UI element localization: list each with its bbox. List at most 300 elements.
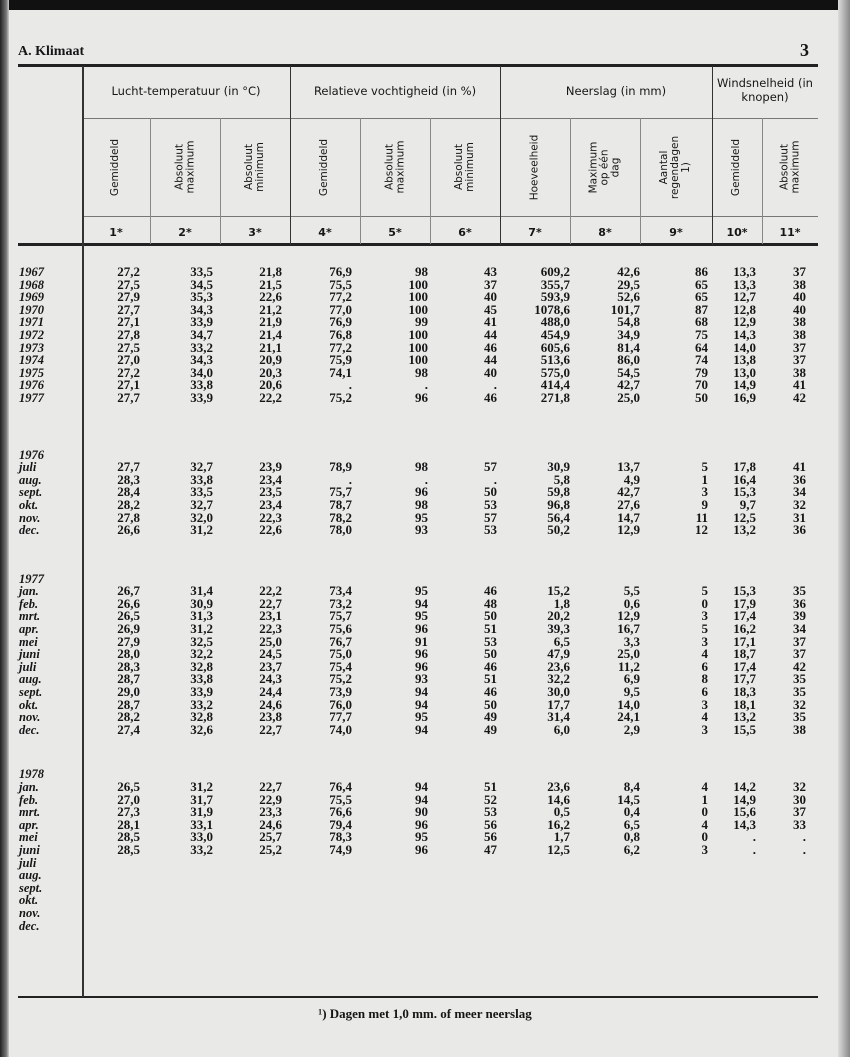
table-cell: 74,9 (329, 841, 352, 857)
table-cell: 50 (484, 646, 497, 662)
table-cell: 75,4 (329, 658, 352, 674)
table-cell: 75,2 (329, 671, 352, 687)
table-cell: 95 (415, 829, 428, 845)
table-cell: 50 (695, 389, 708, 405)
row-label: sept. (19, 485, 43, 500)
table-cell: 75,5 (329, 276, 352, 292)
table-cell: 96 (415, 389, 428, 405)
row-label: okt. (19, 497, 39, 512)
table-cell: 4 (701, 816, 708, 832)
table-cell: 77,2 (329, 289, 352, 305)
table-cell: 45 (484, 301, 497, 317)
table-cell: 15,2 (547, 583, 570, 599)
table-cell: 0 (701, 829, 708, 845)
table-cell: . (802, 841, 806, 857)
table-cell: 76,4 (329, 779, 352, 794)
table-cell: 99 (415, 314, 428, 330)
table-cell: 6,5 (553, 633, 570, 649)
group-title-humidity: Relatieve vochtigheid (in %) (313, 84, 477, 98)
table-cell: 79 (695, 364, 708, 380)
table-cell: 35 (793, 709, 806, 725)
table-cell: . (802, 829, 806, 845)
table-cell: . (348, 377, 352, 393)
table-cell: 5 (701, 583, 708, 599)
table-cell: 24,4 (259, 684, 282, 700)
table-cell: 13,2 (733, 522, 756, 538)
table-cell: 12,9 (617, 522, 640, 538)
table-cell: 47 (484, 841, 497, 857)
row-label: aug. (19, 868, 42, 883)
table-cell: 35 (793, 671, 806, 687)
table-cell: 95 (415, 608, 428, 624)
table-cell: 4,9 (623, 471, 640, 487)
table-cell: 35 (793, 684, 806, 700)
table-cell: 34,3 (190, 352, 213, 368)
table-cell: 16,7 (617, 621, 640, 637)
table-cell: 3 (701, 608, 708, 624)
table-cell: 73,4 (329, 583, 352, 599)
table-cell: 56,4 (547, 509, 570, 525)
row-label: 1967 (19, 265, 44, 279)
table-cell: 93 (415, 522, 428, 538)
row-group-title: 1978 (19, 767, 44, 782)
column-number: 2* (178, 226, 192, 239)
table-cell: 29,0 (117, 684, 140, 700)
table-cell: 30,0 (547, 684, 570, 700)
table-cell: 23,1 (259, 608, 282, 624)
table-cell: 33,9 (190, 314, 213, 330)
table-cell: 75,7 (329, 484, 352, 500)
table-cell: 76,6 (329, 804, 352, 820)
table-cell: 18,3 (733, 684, 756, 700)
table-cell: 513,6 (540, 352, 570, 368)
column-number: 6* (458, 226, 472, 239)
table-cell: 22,2 (259, 389, 282, 405)
table-cell: 38 (793, 326, 806, 342)
table-cell: 1078,6 (534, 301, 570, 317)
table-cell: 100 (408, 326, 428, 342)
table-cell: 13,2 (733, 709, 756, 725)
table-cell: 29,5 (617, 276, 640, 292)
table-cell: 35 (793, 583, 806, 599)
table-cell: 51 (484, 779, 497, 794)
table-cell: 36 (793, 595, 806, 611)
table-cell: 37 (793, 339, 806, 355)
table-cell: 14,9 (733, 377, 756, 393)
table-cell: 49 (484, 709, 497, 725)
table-cell: 27,0 (117, 791, 140, 807)
table-cell: 86,0 (617, 352, 640, 368)
table-cell: 33,2 (190, 696, 213, 712)
table-cell: 27,6 (617, 496, 640, 512)
table-cell: 28,1 (117, 816, 140, 832)
table-cell: 1 (701, 791, 708, 807)
table-cell: 36 (793, 522, 806, 538)
table-cell: 3,3 (623, 633, 640, 649)
table-cell: 27,1 (117, 377, 140, 393)
table-cell: 42,7 (617, 377, 640, 393)
table-cell: 27,1 (117, 314, 140, 330)
column-header (235, 118, 275, 216)
table-cell: 33,5 (190, 484, 213, 500)
table-cell: 30,9 (190, 595, 213, 611)
table-cell: 9 (701, 496, 708, 512)
table-cell: 28,7 (117, 671, 140, 687)
table-cell: 31,4 (547, 709, 570, 725)
table-cell: 78,7 (329, 496, 352, 512)
table-cell: 16,2 (733, 621, 756, 637)
table-cell: 46 (484, 658, 497, 674)
table-cell: 54,8 (617, 314, 640, 330)
table-cell: 93 (415, 671, 428, 687)
column-header (770, 118, 810, 216)
table-cell: 23,9 (259, 459, 282, 475)
table-cell: 454,9 (540, 326, 570, 342)
table-cell: 33,0 (190, 829, 213, 845)
column-divider (500, 66, 501, 245)
table-cell: 9,7 (739, 496, 756, 512)
table-cell: 27,2 (117, 264, 140, 279)
data-table (0, 266, 850, 932)
table-cell: 64 (695, 339, 708, 355)
table-cell: 27,9 (117, 633, 140, 649)
table-cell: 355,7 (540, 276, 570, 292)
row-label: 1972 (19, 327, 44, 342)
table-cell: 23,4 (259, 496, 282, 512)
table-cell: 76,9 (329, 314, 352, 330)
table-cell: 12,9 (617, 608, 640, 624)
column-header (585, 118, 625, 216)
table-cell: 8 (701, 671, 708, 687)
table-cell: 65 (695, 276, 708, 292)
table-cell: 90 (415, 804, 428, 820)
table-cell: 22,6 (259, 289, 282, 305)
table-cell: 28,2 (117, 496, 140, 512)
table-cell: 15,3 (733, 583, 756, 599)
table-cell: 52,6 (617, 289, 640, 305)
table-cell: 87 (695, 301, 708, 317)
table-cell: 4 (701, 646, 708, 662)
table-cell: 575,0 (540, 364, 570, 380)
table-cell: 38 (793, 364, 806, 380)
table-cell: 24,6 (259, 696, 282, 712)
table-cell: 33,8 (190, 377, 213, 393)
table-cell: 57 (484, 509, 497, 525)
table-cell: 33,2 (190, 339, 213, 355)
table-cell: 16,4 (733, 471, 756, 487)
table-cell: 22,7 (259, 721, 282, 737)
table-cell: 37 (793, 264, 806, 279)
table-cell: 5 (701, 621, 708, 637)
group-title-precipitation: Neerslag (in mm) (565, 84, 667, 98)
table-cell: 13,8 (733, 352, 756, 368)
table-cell: 76,9 (329, 264, 352, 279)
table-cell: 0 (701, 595, 708, 611)
table-cell: 15,6 (733, 804, 756, 820)
table-row (0, 389, 850, 405)
table-cell: 23,5 (259, 484, 282, 500)
table-cell: 593,9 (540, 289, 570, 305)
table-cell: 1,7 (553, 829, 570, 845)
table-cell: 81,4 (617, 339, 640, 355)
table-cell: 12,5 (547, 841, 570, 857)
table-cell: 37 (793, 804, 806, 820)
table-cell: 34 (793, 621, 806, 637)
row-label: 1970 (19, 302, 44, 317)
table-cell: 100 (408, 352, 428, 368)
table-cell: 6,5 (623, 816, 640, 832)
group-title-wind: Windsnelheid (in knopen) (717, 76, 813, 104)
table-cell: 94 (415, 721, 428, 737)
column-number: 9* (669, 226, 683, 239)
table-cell: 39 (793, 608, 806, 624)
table-row (0, 894, 850, 907)
table-cell: 22,6 (259, 522, 282, 538)
row-label: nov. (19, 710, 41, 725)
column-divider (430, 118, 431, 244)
row-label: dec. (19, 722, 40, 737)
table-cell: 77,0 (329, 301, 352, 317)
table-cell: 79,4 (329, 816, 352, 832)
table-cell: 34,3 (190, 301, 213, 317)
table-cell: 4 (701, 709, 708, 725)
table-cell: 21,5 (259, 276, 282, 292)
row-label: feb. (19, 596, 39, 611)
table-cell: 30,9 (547, 459, 570, 475)
table-row (0, 841, 850, 857)
row-label: 1969 (19, 290, 44, 305)
row-label: feb. (19, 792, 39, 807)
table-cell: 32,8 (190, 658, 213, 674)
row-label: mei (19, 634, 38, 649)
table-cell: 5 (701, 459, 708, 475)
table-cell: . (348, 471, 352, 487)
table-cell: 4 (701, 779, 708, 794)
table-cell: 12,7 (733, 289, 756, 305)
column-number: 5* (388, 226, 402, 239)
table-cell: 75,2 (329, 389, 352, 405)
table-cell: 21,1 (259, 339, 282, 355)
column-header-label: Gemiddeld (109, 138, 122, 196)
table-cell: 31,2 (190, 522, 213, 538)
column-header (717, 118, 757, 216)
table-cell: 16,2 (547, 816, 570, 832)
table-cell: 17,4 (733, 608, 756, 624)
table-cell: 26,6 (117, 522, 140, 538)
table-cell: 33,8 (190, 671, 213, 687)
table-cell: 27,5 (117, 339, 140, 355)
row-label: juli (19, 659, 37, 674)
table-cell: 98 (415, 496, 428, 512)
table-cell: 27,3 (117, 804, 140, 820)
table-cell: 28,3 (117, 658, 140, 674)
group-title-temperature: Lucht-temperatuur (in °C) (111, 84, 261, 98)
row-group (0, 768, 850, 932)
table-cell: 37 (484, 276, 497, 292)
table-cell: 34,9 (617, 326, 640, 342)
table-cell: 28,5 (117, 841, 140, 857)
table-cell: 13,7 (617, 459, 640, 475)
table-cell: 23,3 (259, 804, 282, 820)
table-cell: 34 (793, 484, 806, 500)
table-cell: 12 (695, 522, 708, 538)
table-cell: 50 (484, 484, 497, 500)
table-cell: 42,7 (617, 484, 640, 500)
table-cell: 96 (415, 484, 428, 500)
table-cell: 3 (701, 696, 708, 712)
footnote: ¹) Dagen met 1,0 mm. of meer neerslag (318, 1006, 532, 1021)
table-cell: 28,4 (117, 484, 140, 500)
row-group-title: 1976 (19, 447, 44, 462)
table-cell: 27,7 (117, 301, 140, 317)
column-number: 8* (598, 226, 612, 239)
table-cell: 50 (484, 608, 497, 624)
table-cell: 33,5 (190, 264, 213, 279)
table-cell: 31,9 (190, 804, 213, 820)
table-cell: 5,5 (623, 583, 640, 599)
table-cell: 605,6 (540, 339, 570, 355)
table-cell: 42 (793, 658, 806, 674)
table-cell: 75,0 (329, 646, 352, 662)
table-cell: 26,9 (117, 621, 140, 637)
column-number: 3* (248, 226, 262, 239)
column-header (305, 118, 345, 216)
column-header-label: Aantal regendagen 1) (658, 135, 693, 199)
table-cell: . (752, 841, 756, 857)
table-cell: 22,7 (259, 779, 282, 794)
table-cell: 25,0 (617, 646, 640, 662)
table-cell: 31 (793, 509, 806, 525)
table-cell: 26,7 (117, 583, 140, 599)
table-cell: 50 (484, 696, 497, 712)
table-cell: 100 (408, 301, 428, 317)
table-cell: 23,4 (259, 471, 282, 487)
table-cell: 20,6 (259, 377, 282, 393)
row-label: aug. (19, 672, 42, 687)
column-header-label: Absoluut maximum (778, 140, 801, 194)
table-cell: 31,2 (190, 779, 213, 794)
table-cell: 32 (793, 496, 806, 512)
table-cell: 30 (793, 791, 806, 807)
table-cell: 76,8 (329, 326, 352, 342)
table-cell: 68 (695, 314, 708, 330)
row-group (0, 449, 850, 537)
row-label: okt. (19, 697, 39, 712)
table-cell: 78,0 (329, 522, 352, 538)
row-label: 1973 (19, 340, 44, 355)
table-cell: 22,9 (259, 791, 282, 807)
table-cell: 37 (793, 646, 806, 662)
column-divider (360, 118, 361, 244)
table-cell: 17,7 (733, 671, 756, 687)
table-cell: 18,7 (733, 646, 756, 662)
table-cell: 3 (701, 633, 708, 649)
table-cell: 91 (415, 633, 428, 649)
table-cell: 25,0 (259, 633, 282, 649)
table-cell: . (424, 377, 428, 393)
table-row (0, 869, 850, 882)
table-cell: 6,0 (553, 721, 570, 737)
table-cell: 96 (415, 841, 428, 857)
column-divider (150, 118, 151, 244)
table-cell: 40 (793, 289, 806, 305)
table-row (0, 524, 850, 537)
row-label: dec. (19, 523, 40, 538)
table-cell: 51 (484, 671, 497, 687)
table-cell: 3 (701, 484, 708, 500)
table-cell: 46 (484, 339, 497, 355)
row-label: 1977 (19, 390, 44, 405)
table-cell: 77,7 (329, 709, 352, 725)
table-cell: 31,2 (190, 621, 213, 637)
section-title: A. Klimaat (18, 44, 85, 59)
table-cell: 20,3 (259, 364, 282, 380)
table-cell: 14,6 (547, 791, 570, 807)
table-cell: 32,7 (190, 496, 213, 512)
table-cell: 32,2 (547, 671, 570, 687)
column-number: 7* (528, 226, 542, 239)
table-cell: 94 (415, 595, 428, 611)
table-cell: 34,7 (190, 326, 213, 342)
table-cell: 95 (415, 583, 428, 599)
column-header (656, 118, 696, 216)
table-cell: 37 (793, 633, 806, 649)
column-header-label: Gemiddeld (730, 138, 743, 196)
table-row (0, 882, 850, 895)
table-cell: 46 (484, 389, 497, 405)
table-cell: 2,9 (623, 721, 640, 737)
table-cell: 46 (484, 684, 497, 700)
table-cell: 37 (793, 352, 806, 368)
table-cell: 18,1 (733, 696, 756, 712)
table-cell: 6,9 (623, 671, 640, 687)
table-cell: 13,3 (733, 264, 756, 279)
row-label: 1976 (19, 378, 44, 393)
table-cell: 14,3 (733, 816, 756, 832)
table-cell: 15,3 (733, 484, 756, 500)
table-cell: 73,2 (329, 595, 352, 611)
table-cell: 11,2 (617, 658, 640, 674)
column-divider (640, 118, 641, 244)
table-cell: 100 (408, 276, 428, 292)
table-cell: 24,6 (259, 816, 282, 832)
table-cell: 12,9 (733, 314, 756, 330)
table-cell: 42 (793, 389, 806, 405)
table-cell: 33,2 (190, 841, 213, 857)
header-bottom-rule (18, 243, 818, 246)
table-cell: 24,3 (259, 671, 282, 687)
table-cell: 43 (484, 264, 497, 279)
table-cell: 34,5 (190, 276, 213, 292)
table-cell: 414,4 (540, 377, 570, 393)
table-cell: 5,8 (553, 471, 570, 487)
table-cell: 38 (793, 721, 806, 737)
row-label: aug. (19, 472, 42, 487)
row-label: 1974 (19, 353, 44, 368)
table-cell: 53 (484, 804, 497, 820)
row-group (0, 573, 850, 737)
table-cell: 76,7 (329, 633, 352, 649)
table-cell: 9,5 (623, 684, 640, 700)
table-cell: 78,3 (329, 829, 352, 845)
table-cell: 0 (701, 804, 708, 820)
table-cell: 6 (701, 658, 708, 674)
table-cell: 31,3 (190, 608, 213, 624)
table-cell: 27,7 (117, 389, 140, 405)
table-cell: 14,0 (617, 696, 640, 712)
table-cell: 27,7 (117, 459, 140, 475)
table-cell: 78,2 (329, 509, 352, 525)
